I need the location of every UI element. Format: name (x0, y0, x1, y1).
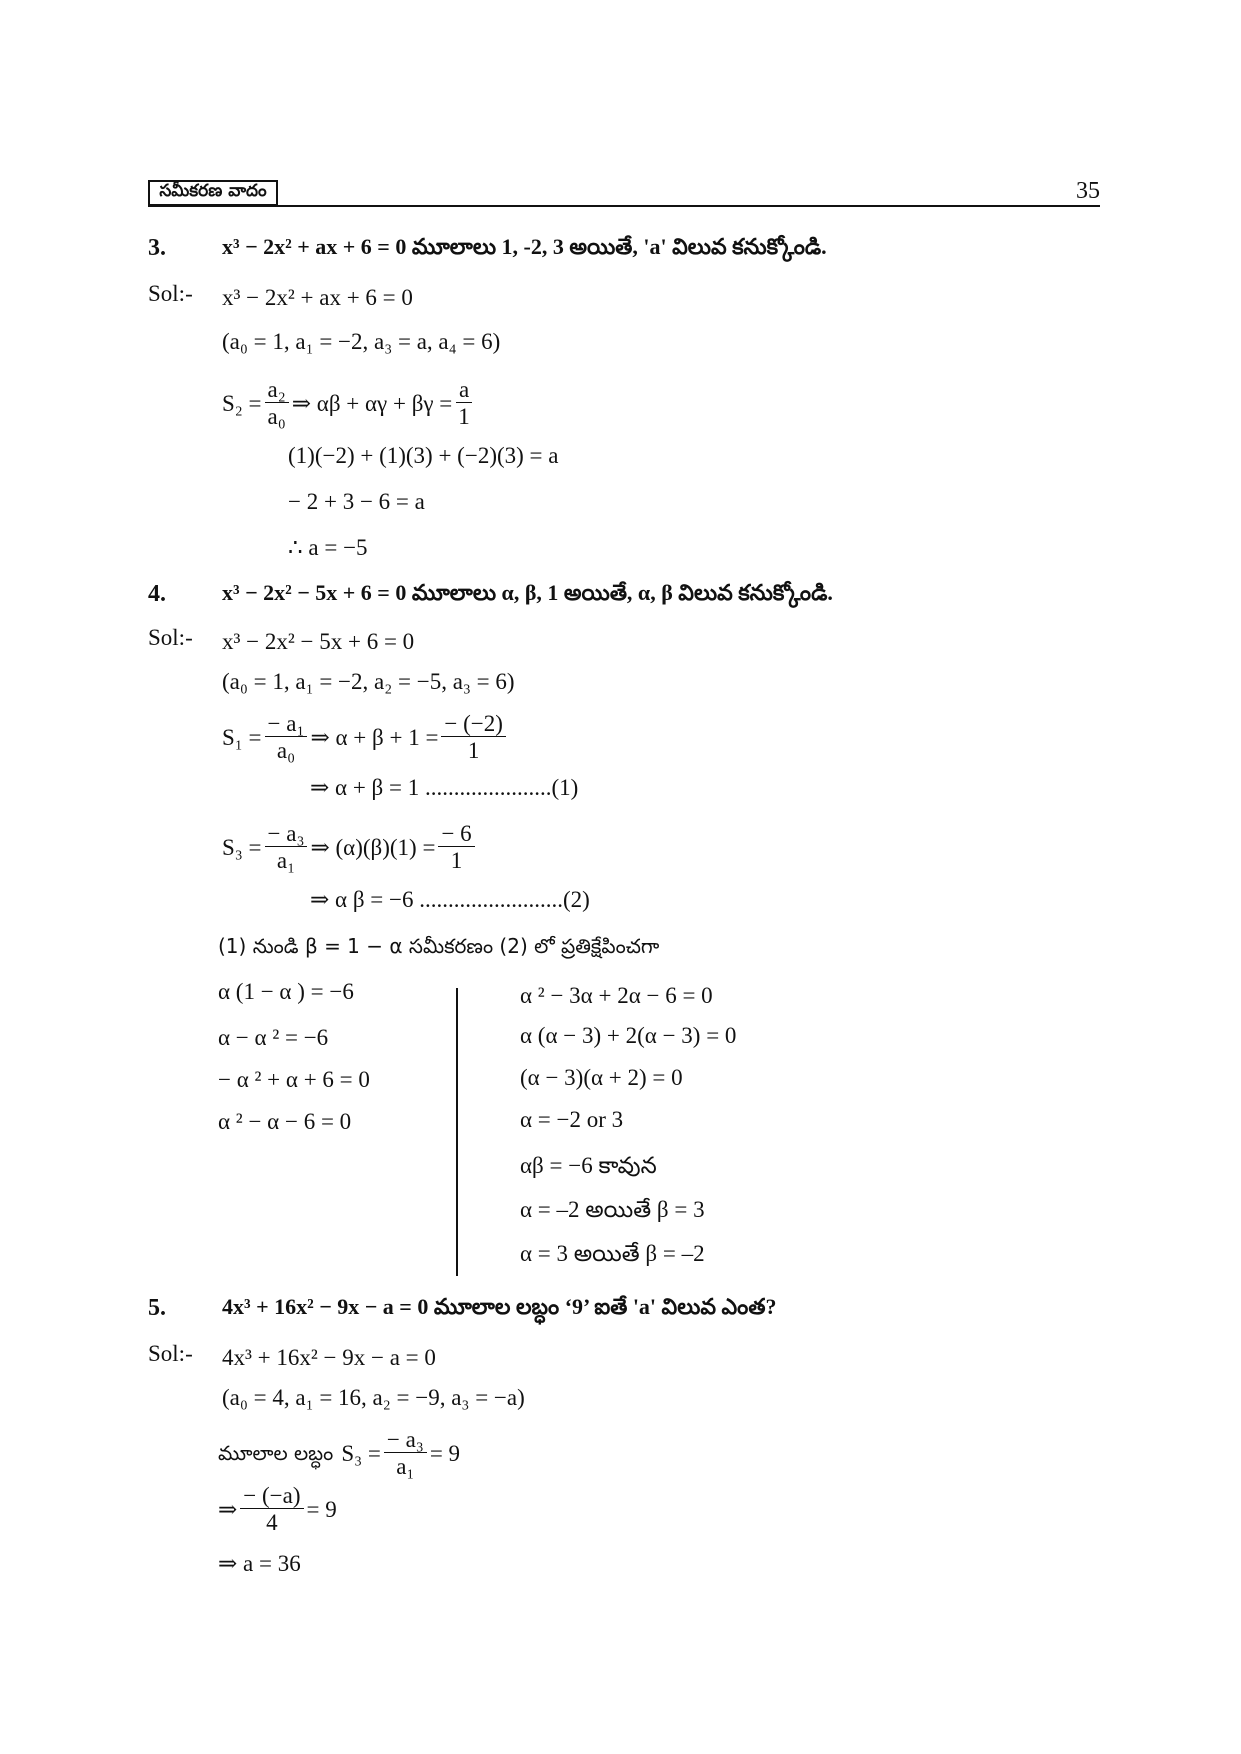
chapter-title-box (148, 180, 278, 206)
q3-simplify: − 2 + 3 − 6 = a (288, 489, 425, 514)
q4-s1-formula (222, 712, 509, 762)
q3-s2-result-denominator: 1 (458, 404, 470, 429)
q5-answer: ⇒ a = 36 (218, 1551, 301, 1576)
q4-s3-numerator: − a₃ (265, 822, 308, 847)
question-3-text: x³ − 2x² + ax + 6 = 0 మూలాలు 1, -2, 3 అయితే, 'a' విలువ కనుక్కోండి. (222, 234, 827, 259)
q4-right-step-6: α = –2 అయితే β = 3 (520, 1197, 705, 1222)
q3-s2-fraction (265, 378, 289, 428)
q4-s3-fraction (265, 822, 308, 872)
q5-s3-rhs: = 9 (429, 1440, 461, 1466)
question-3-sol-label: Sol:- (148, 281, 193, 306)
q4-equation: x³ − 2x² − 5x + 6 = 0 (222, 629, 415, 654)
q5-product-formula (218, 1428, 460, 1478)
q3-substitution: (1)(−2) + (1)(3) + (−2)(3) = a (288, 443, 559, 468)
q4-left-step-4: α ² − α − 6 = 0 (218, 1109, 352, 1134)
question-5-text: 4x³ + 16x² − 9x − a = 0 మూలాల లబ్ధం ‘9’ ఐతే 'a' విలువ ఎంత? (222, 1294, 777, 1319)
q4-left-step-1: α (1 − α ) = −6 (218, 979, 354, 1004)
q4-right-step-1: α ² − 3α + 2α − 6 = 0 (520, 983, 713, 1008)
question-3-number: 3. (148, 235, 166, 261)
q5-equation: 4x³ + 16x² − 9x − a = 0 (222, 1345, 436, 1370)
q4-coefficients: (a₀ = 1, a₁ = −2, a₂ = −5, a₃ = 6) (222, 669, 515, 694)
q4-s3-result-denominator: 1 (450, 848, 463, 873)
q4-left-step-2: α − α ² = −6 (218, 1025, 329, 1050)
question-4-sol-label: Sol:- (148, 625, 193, 650)
q5-step (218, 1484, 337, 1534)
header-rule (148, 205, 1100, 207)
page-number: 35 (1076, 178, 1100, 204)
q4-s1-result-fraction (441, 712, 506, 762)
q5-product-label: మూలాల లబ్ధం (218, 1441, 334, 1465)
q5-step-rhs: = 9 (306, 1496, 337, 1522)
q5-s3-fraction (384, 1428, 427, 1478)
q3-s2-lhs: S₂ = (222, 390, 262, 416)
q4-s3-denominator: a₁ (276, 848, 296, 873)
chapter-title: సమీకరణ వాదం (159, 181, 267, 201)
q4-s1-fraction (265, 712, 308, 762)
q5-step-fraction (240, 1484, 303, 1534)
q4-substitution-text: (1) నుండి β = 1 − α సమీకరణం (2) లో ప్రతిక్షేపించగా (218, 934, 660, 958)
q5-step-arrow: ⇒ (218, 1496, 238, 1522)
q4-right-step-5: αβ = −6 కావున (520, 1153, 657, 1178)
q5-s3-denominator: a₁ (396, 1454, 415, 1479)
question-5-number: 5. (148, 1295, 166, 1321)
q3-s2-mid: ⇒ αβ + αγ + βγ = (291, 390, 453, 416)
q4-s1-result-numerator: − (−2) (441, 712, 506, 737)
q4-s3-lhs: S₃ = (222, 834, 262, 860)
q4-equation-1: ⇒ α + β = 1 ......................(1) (310, 775, 579, 800)
q3-coefficients: (a₀ = 1, a₁ = −2, a₃ = a, a₄ = 6) (222, 329, 501, 354)
q4-substitution-note (218, 934, 659, 957)
q3-s2-result-numerator: a (456, 378, 472, 403)
q4-s1-numerator: − a₁ (265, 712, 308, 737)
q3-answer: ∴ a = −5 (288, 535, 368, 560)
q4-left-step-3: − α ² + α + 6 = 0 (218, 1067, 370, 1092)
question-5-sol-label: Sol:- (148, 1341, 193, 1366)
q4-s3-result-fraction (438, 822, 474, 872)
q3-equation: x³ − 2x² + ax + 6 = 0 (222, 285, 413, 310)
q4-right-step-4: α = −2 or 3 (520, 1107, 624, 1132)
q4-right-step-7: α = 3 అయితే β = –2 (520, 1241, 705, 1266)
q5-step-numerator: − (−a) (240, 1484, 303, 1509)
q4-right-step-2: α (α − 3) + 2(α − 3) = 0 (520, 1023, 737, 1048)
column-divider (456, 988, 458, 1276)
q3-s2-formula (222, 378, 476, 428)
q3-s2-numerator: a₂ (265, 378, 289, 403)
q5-step-denominator: 4 (266, 1510, 278, 1535)
q4-equation-2: ⇒ α β = −6 .........................(2) (310, 887, 590, 912)
q4-s1-result-denominator: 1 (467, 738, 480, 763)
q5-s3-lhs: S₃ = (341, 1440, 381, 1466)
q4-s1-denominator: a₀ (276, 738, 296, 763)
q3-s2-result-fraction (455, 378, 473, 428)
q4-s3-formula (222, 822, 478, 872)
question-4-number: 4. (148, 581, 166, 607)
q4-right-step-3: (α − 3)(α + 2) = 0 (520, 1065, 683, 1090)
q4-s1-lhs: S₁ = (222, 724, 262, 750)
q4-s1-mid: ⇒ α + β + 1 = (310, 724, 439, 750)
question-4-text: x³ − 2x² − 5x + 6 = 0 మూలాలు α, β, 1 అయితే, α, β విలువ కనుక్కోండి. (222, 580, 833, 605)
q4-s3-mid: ⇒ (α)(β)(1) = (310, 834, 436, 860)
q3-s2-denominator: a₀ (267, 404, 286, 429)
q5-s3-numerator: − a₃ (384, 1428, 427, 1453)
q4-s3-result-numerator: − 6 (438, 822, 474, 847)
q5-coefficients: (a₀ = 4, a₁ = 16, a₂ = −9, a₃ = −a) (222, 1385, 525, 1410)
